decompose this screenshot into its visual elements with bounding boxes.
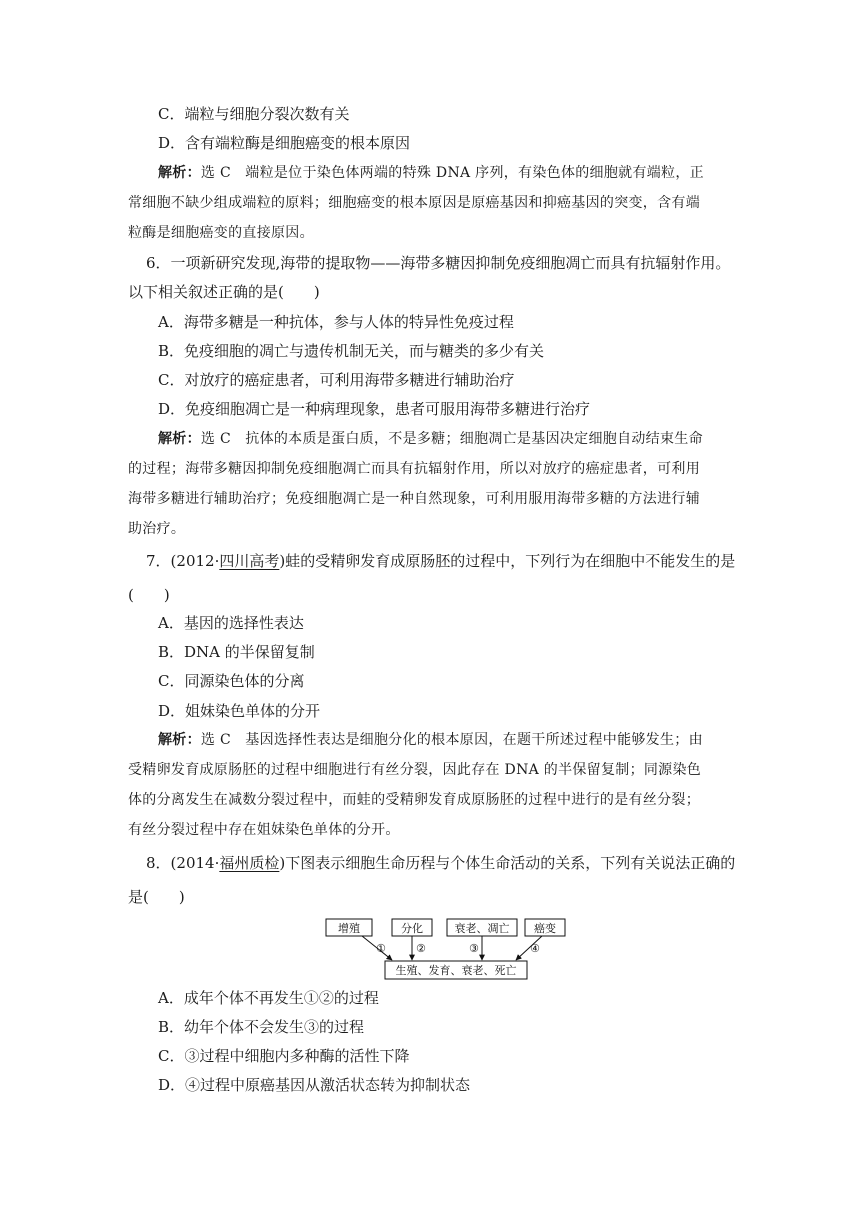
q6-stem-line-2: 以下相关叙述正确的是( )	[128, 283, 320, 301]
q7-option-d: D．姐妹染色单体的分开	[158, 702, 321, 720]
mark-2: ②	[416, 942, 426, 955]
box-senescence-apoptosis-label: 衰老、凋亡	[454, 922, 510, 935]
q8-stem-prefix: 8．(2014·	[146, 854, 220, 872]
q7-solution-line-4: 有丝分裂过程中存在姐妹染色单体的分开。	[128, 822, 400, 838]
mark-3: ③	[469, 942, 479, 955]
q6-option-a: A．海带多糖是一种抗体，参与人体的特异性免疫过程	[158, 313, 514, 331]
q8-option-c: C．③过程中细胞内多种酶的活性下降	[158, 1047, 410, 1065]
q5-solution-line-1	[158, 163, 704, 183]
solution-text: 选 C 基因选择性表达是细胞分化的根本原因，在题干所述过程中能够发生；由	[200, 732, 703, 748]
q5-solution-line-3: 粒酶是细胞癌变的直接原因。	[128, 225, 314, 241]
q5-option-c: C．端粒与细胞分裂次数有关	[158, 105, 350, 123]
q7-solution-line-2: 受精卵发育成原肠胚的过程中细胞进行有丝分裂，因此存在 DNA 的半保留复制；同源染色	[128, 762, 702, 778]
q6-option-c: C．对放疗的癌症患者，可利用海带多糖进行辅助治疗	[158, 371, 515, 389]
solution-label: 解析：	[158, 732, 201, 748]
q6-solution-line-2: 的过程；海带多糖因抑制免疫细胞凋亡而具有抗辐射作用，所以对放疗的癌症患者，可利用	[128, 461, 700, 477]
q7-source-link[interactable]: 四川高考	[219, 552, 280, 570]
q7-option-b: B．DNA 的半保留复制	[158, 643, 315, 661]
q8-source-link[interactable]: 福州质检	[219, 854, 280, 872]
q5-solution-line-2: 常细胞不缺少组成端粒的原料；细胞癌变的根本原因是原癌基因和抑癌基因的突变，含有端	[128, 195, 700, 211]
box-individual-life-label: 生殖、发育、衰老、死亡	[395, 964, 517, 977]
cell-life-history-diagram	[320, 914, 570, 984]
q5-option-d: D．含有端粒酶是细胞癌变的根本原因	[158, 134, 411, 152]
q7-stem-line-2: ( )	[128, 586, 170, 604]
box-proliferation-label: 增殖	[338, 922, 360, 935]
q8-stem-line-1	[146, 853, 735, 873]
q8-option-d: D．④过程中原癌基因从激活状态转为抑制状态	[158, 1076, 471, 1094]
q8-stem-line-2: 是( )	[128, 888, 185, 906]
q7-solution-line-3: 体的分离发生在减数分裂过程中，而蛙的受精卵发育成原肠胚的过程中进行的是有丝分裂；	[128, 792, 700, 808]
q8-option-b: B．幼年个体不会发生③的过程	[158, 1018, 365, 1036]
solution-label: 解析：	[158, 431, 201, 447]
mark-4: ④	[530, 942, 540, 955]
box-canceration-label: 癌变	[534, 922, 556, 935]
q6-stem-line-1: 6．一项新研究发现,海带的提取物——海带多糖因抑制免疫细胞凋亡而具有抗辐射作用。	[146, 254, 731, 272]
q7-option-c: C．同源染色体的分离	[158, 672, 305, 690]
q6-solution-line-3: 海带多糖进行辅助治疗；免疫细胞凋亡是一种自然现象，可利用服用海带多糖的方法进行辅	[128, 491, 700, 507]
solution-text: 选 C 端粒是位于染色体两端的特殊 DNA 序列，有染色体的细胞就有端粒，正	[200, 165, 704, 181]
q7-stem-line-1	[146, 551, 735, 571]
q8-option-a: A．成年个体不再发生①②的过程	[158, 989, 379, 1007]
solution-text: 选 C 抗体的本质是蛋白质，不是多糖；细胞凋亡是基因决定细胞自动结束生命	[200, 431, 703, 447]
q8-stem-text: )下图表示细胞生命历程与个体生命活动的关系，下列有关说法正确的	[279, 854, 736, 872]
q7-option-a: A．基因的选择性表达	[158, 614, 304, 632]
q7-stem-prefix: 7．(2012·	[146, 552, 220, 570]
solution-label: 解析：	[158, 165, 201, 181]
q6-option-d: D．免疫细胞凋亡是一种病理现象，患者可服用海带多糖进行治疗	[158, 400, 591, 418]
box-differentiation-label: 分化	[401, 922, 423, 935]
q6-solution-line-1	[158, 429, 703, 449]
mark-1: ①	[376, 942, 386, 955]
q7-stem-text: )蛙的受精卵发育成原肠胚的过程中，下列行为在细胞中不能发生的是	[279, 552, 736, 570]
diagram-svg	[320, 914, 570, 984]
q6-option-b: B．免疫细胞的凋亡与遗传机制无关，而与糖类的多少有关	[158, 342, 545, 360]
q7-solution-line-1	[158, 730, 703, 750]
q6-solution-line-4: 助治疗。	[128, 521, 186, 537]
